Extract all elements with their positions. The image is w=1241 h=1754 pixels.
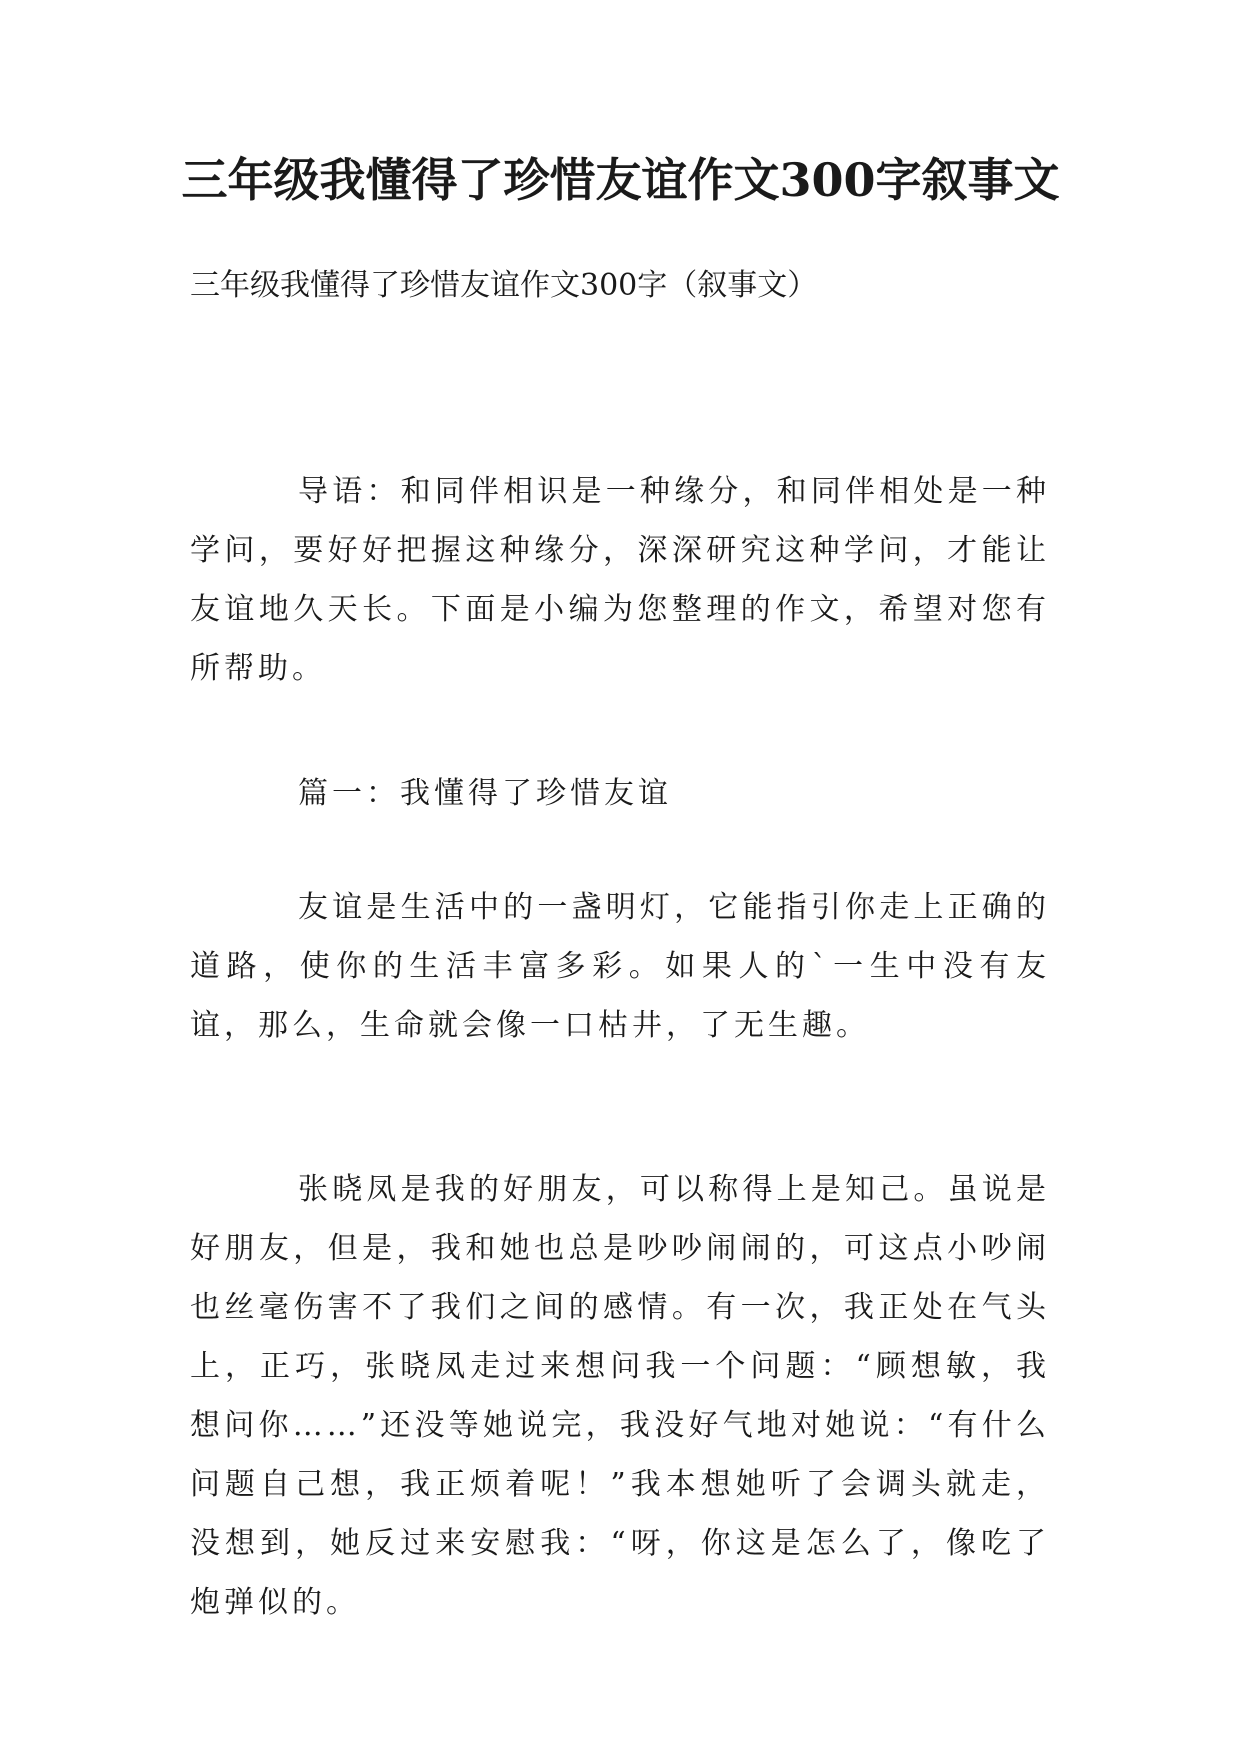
body-paragraph-2: 张晓凤是我的好朋友，可以称得上是知己。虽说是好朋友，但是，我和她也总是吵吵闹闹的，可这点小吵闹也丝毫伤害不了我们之间的感情。有一次，我正处在气头上，正巧，张晓凤走过来想问我一个问题：“顾想敏，我想问你……”还没等她说完，我没好气地对她说：“有什么问题自己想，我正烦着呢！”我本想她听了会调头就走，没想到，她反过来安慰我：“呀，你这是怎么了，像吃了炮弹似的。 xyxy=(190,1172,1050,1620)
body-paragraph-1: 友谊是生活中的一盏明灯，它能指引你走上正确的道路，使你的生活丰富多彩。如果人的`一生中没有友谊，那么，生命就会像一口枯井，了无生趣。 xyxy=(190,890,1050,1043)
document-subtitle: 三年级我懂得了珍惜友谊作文300字（叙事文） xyxy=(190,268,818,303)
intro-paragraph: 导语：和同伴相识是一种缘分，和同伴相处是一种学问，要好好把握这种缘分，深深研究这种学问，才能让友谊地久天长。下面是小编为您整理的作文，希望对您有所帮助。 xyxy=(190,474,1050,686)
section-heading: 篇一：我懂得了珍惜友谊 xyxy=(298,776,672,811)
document-title: 三年级我懂得了珍惜友谊作文300字叙事文 xyxy=(181,153,1060,207)
